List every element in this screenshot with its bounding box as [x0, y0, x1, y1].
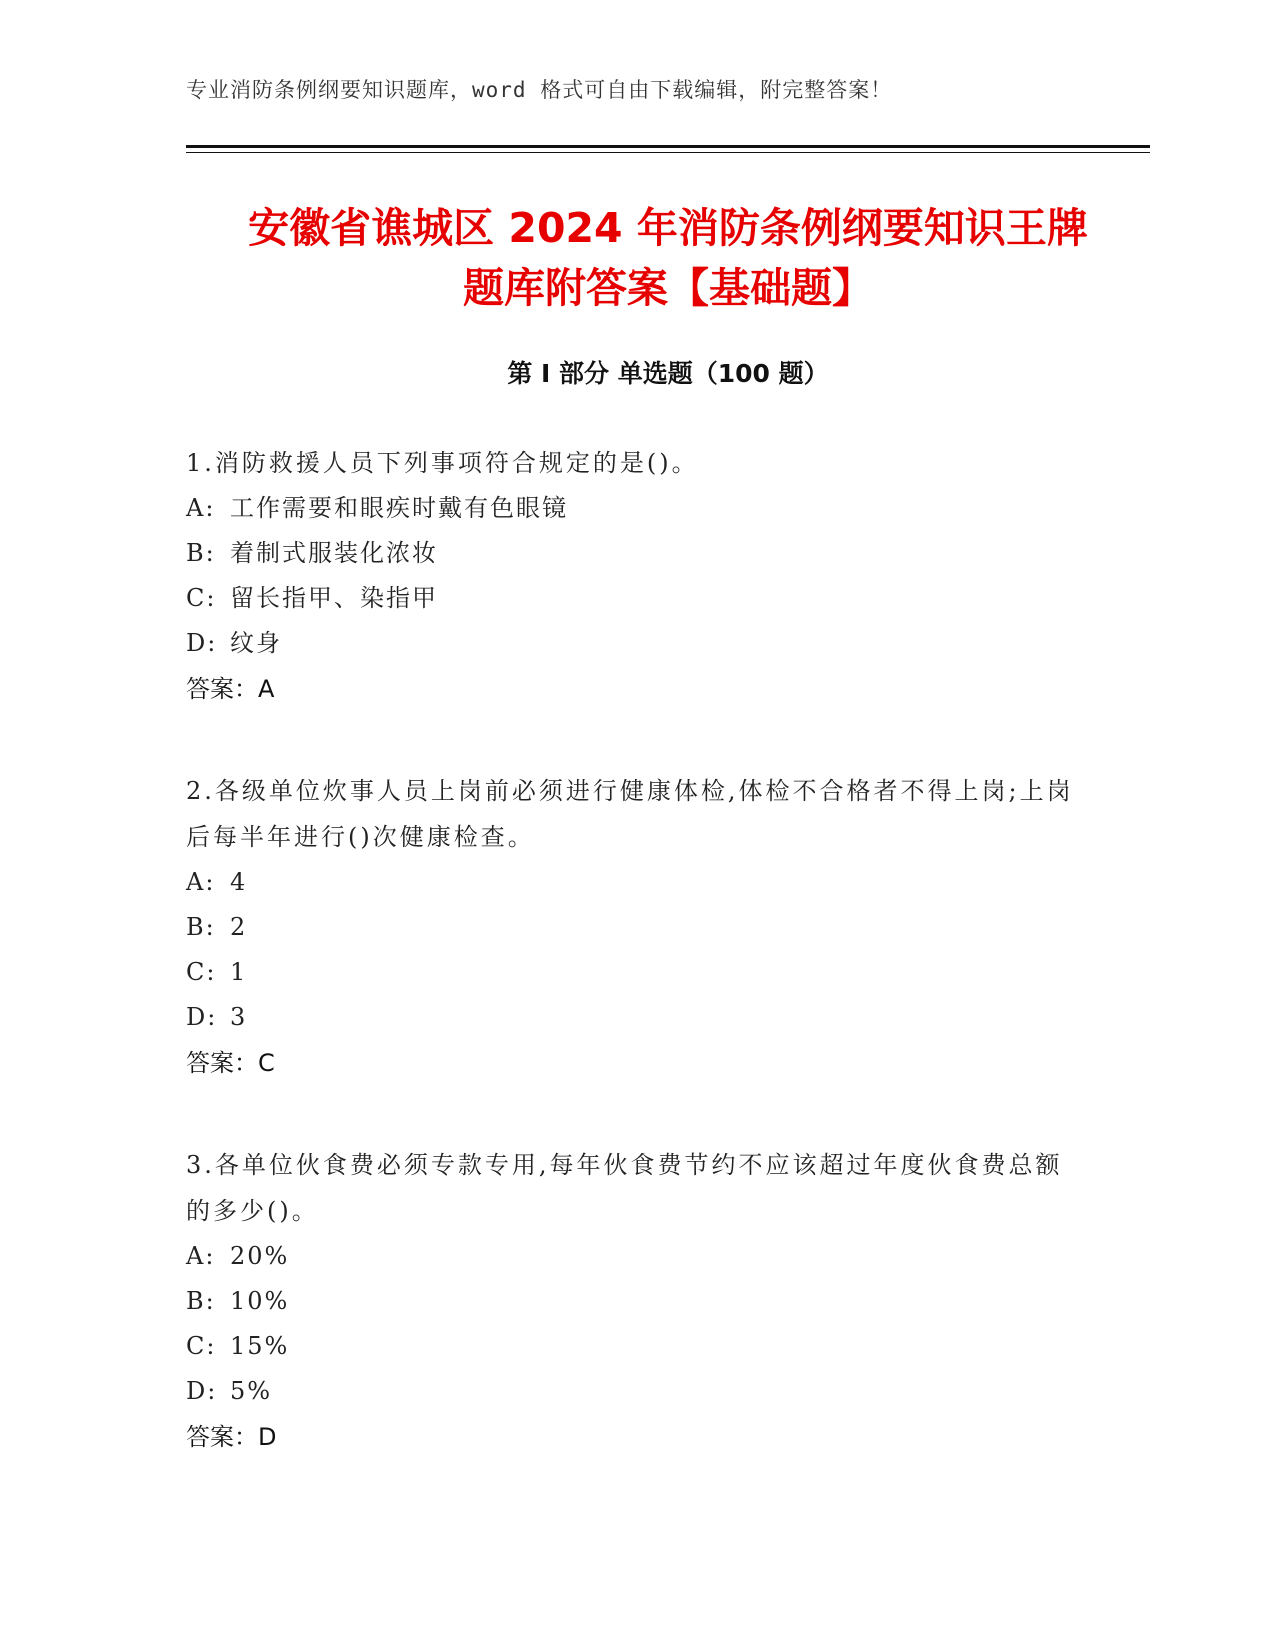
option-letter: C: [186, 958, 217, 986]
option-letter: B: [186, 1287, 216, 1315]
option-letter: C: [186, 1332, 217, 1360]
question-2 [186, 768, 1076, 1086]
option-d [186, 995, 1076, 1040]
header-divider-thin [186, 152, 1150, 153]
option-c [186, 576, 1076, 621]
option-letter: A: [186, 1242, 216, 1270]
question-stem: 1.消防救援人员下列事项符合规定的是()。 [186, 449, 699, 477]
option-a [186, 1234, 1076, 1279]
option-d [186, 621, 1076, 666]
option-text: 2 [230, 913, 248, 941]
answer-key: 答案：A [186, 675, 275, 703]
option-letter: B: [186, 539, 216, 567]
option-text: 工作需要和眼疾时戴有色眼镜 [230, 494, 568, 522]
option-letter: A: [186, 494, 216, 522]
option-a [186, 860, 1076, 905]
header-divider-thick [186, 145, 1150, 148]
option-letter: D: [186, 1377, 218, 1405]
option-b [186, 905, 1076, 950]
document-title [186, 198, 1150, 318]
option-text: 10% [230, 1287, 290, 1315]
option-text: 着制式服装化浓妆 [230, 539, 438, 567]
option-text: 留长指甲、染指甲 [230, 584, 438, 612]
option-c [186, 950, 1076, 995]
question-1 [186, 440, 1076, 712]
option-b [186, 1279, 1076, 1324]
question-list [186, 440, 1076, 1516]
option-text: 5% [230, 1377, 273, 1405]
option-d [186, 1369, 1076, 1414]
option-letter: D: [186, 1003, 218, 1031]
answer-key: 答案：C [186, 1049, 275, 1077]
option-a [186, 486, 1076, 531]
option-text: 4 [230, 868, 248, 896]
question-stem: 2.各级单位炊事人员上岗前必须进行健康体检,体检不合格者不得上岗;上岗后每半年进行()次健康检查。 [186, 777, 1074, 851]
question-stem: 3.各单位伙食费必须专款专用,每年伙食费节约不应该超过年度伙食费总额的多少()。 [186, 1151, 1063, 1225]
option-text: 20% [230, 1242, 290, 1270]
question-3 [186, 1142, 1076, 1460]
option-text: 3 [230, 1003, 248, 1031]
option-letter: A: [186, 868, 216, 896]
header-note: 专业消防条例纲要知识题库，word 格式可自由下载编辑，附完整答案！ [186, 78, 893, 102]
option-letter: B: [186, 913, 216, 941]
option-text: 15% [230, 1332, 290, 1360]
option-letter: D: [186, 629, 218, 657]
answer-key: 答案：D [186, 1423, 277, 1451]
document-title-line-1: 安徽省谯城区 2024 年消防条例纲要知识王牌 [248, 204, 1088, 252]
option-letter: C: [186, 584, 217, 612]
section-title: 第 I 部分 单选题（100 题） [507, 359, 829, 388]
option-text: 1 [230, 958, 248, 986]
option-b [186, 531, 1076, 576]
option-text: 纹身 [230, 629, 282, 657]
option-c [186, 1324, 1076, 1369]
document-title-line-2: 题库附答案【基础题】 [463, 264, 873, 312]
